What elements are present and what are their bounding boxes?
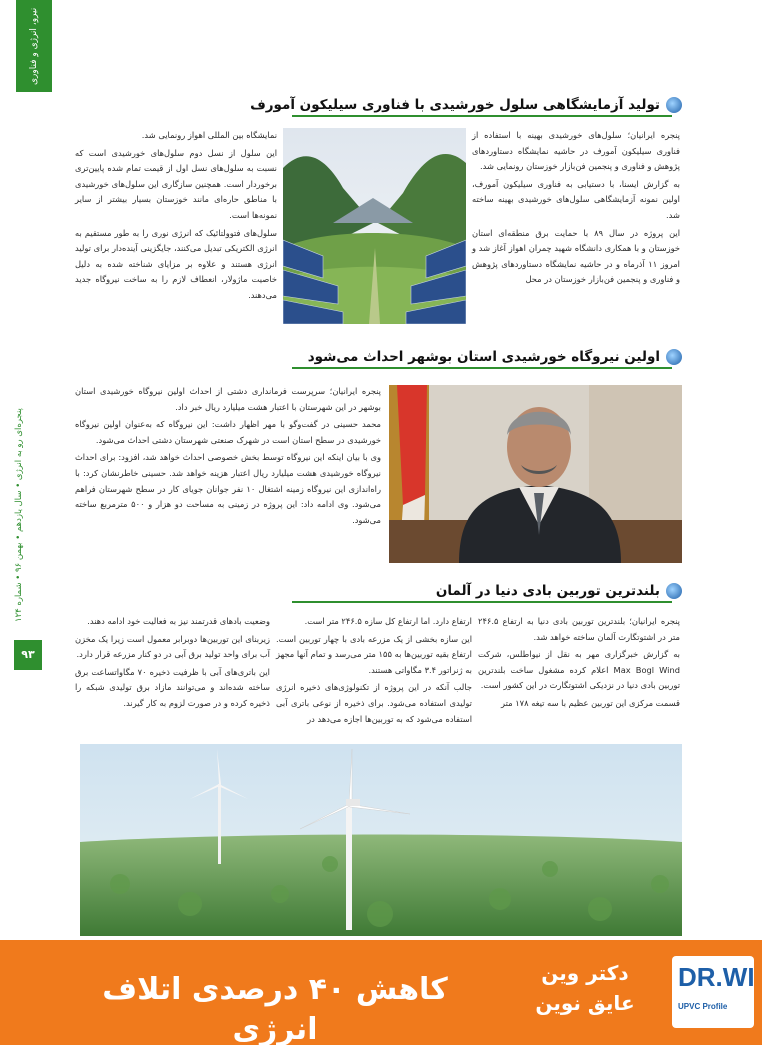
article1-left-column (75, 128, 277, 306)
banner-headline: کاهش ۴۰ درصدی اتلاف انرژی (102, 972, 448, 1047)
article1-heading (250, 95, 682, 117)
paragraph: وی با بیان اینکه این نیروگاه توسط بخش خصوصی احداث خواهد شد، افزود: برای احداث نیروگاه خورشیدی هشت میلیارد ریال اعتبار هزینه خواهد شد. حسینی خاطرنشان کرد: با راه‌اندازی این نیروگاه زمینه اشتغال ۱۰ نفر جوانان جویای کار در سطح شهرستان فراهم می‌شود. وی ادامه داد: این پروژه در زمینی به مساحت دو هزار و ۵۰۰ مترمربع ساخته می‌شود. (75, 452, 381, 525)
article3-middle-column (276, 614, 472, 729)
brand-logo (672, 956, 754, 1028)
paragraph: جالب آنکه در این پروژه از تکنولوژی‌های ذخیره انرژی تولیدی استفاده می‌شود. برای ذخیره از نوعی باتری آبی استفاده می‌شود که به توربین‌ها اجازه می‌دهد در (276, 682, 472, 724)
article2-title: اولین نیروگاه خورشیدی استان بوشهر احداث می‌شود (307, 349, 660, 365)
paragraph: به گزارش ایسنا، با دستیابی به فناوری سیلیکون آمورف، اولین نمونه آزمایشگاهی سلول‌های خورشیدی بهینه ساخته شد. (472, 178, 680, 220)
paragraph: پنجره ایرانیان؛ سلول‌های خورشیدی بهینه با استفاده از فناوری سیلیکون آمورف در حاشیه نمایشگاه دستاوردهای پژوهش و فناوری و پنجمین فن‌بازار خوزستان رونمایی شد. (472, 130, 680, 172)
article3-heading (292, 581, 682, 603)
bullet-icon (666, 583, 682, 599)
paragraph: پنجره ایرانیان؛ بلندترین توربین بادی دنیا به ارتفاع ۲۴۶.۵ متر در اشتوتگارت آلمان ساخته خواهد شد. (478, 616, 680, 642)
official-portrait-photo (389, 385, 682, 563)
article3-right-column (478, 614, 680, 714)
paragraph: این سازه بخشی از یک مزرعه بادی با چهار توربین است. ارتفاع بقیه توربین‌ها به ۱۵۵ متر می‌رسد و تمام آنها مجهز به ژنراتور ۳.۴ مگاواتی هستند. (276, 633, 472, 675)
solar-farm-photo (283, 128, 466, 324)
paragraph: این باتری‌های آبی با ظرفیت ذخیره ۷۰ مگاواتساعت برق ساخته شده‌اند و می‌توانند مازاد برق تولیدی شبکه را ذخیره کرده و در صورت لزوم به کار گیرند. (75, 666, 270, 708)
banner-brand-line2: عایق نوین (535, 991, 635, 1015)
paragraph: به گزارش خبرگزاری مهر به نقل از نیواطلس، شرکت Max Bogl Wind اعلام کرده مشغول ساخت بلندترین توربین بادی دنیا در نزدیکی اشتوتگارت در این کشور است. (478, 649, 681, 691)
heading-rule (292, 601, 672, 603)
paragraph: پنجره ایرانیان؛ سرپرست فرمانداری دشتی از احداث اولین نیروگاه خورشیدی استان بوشهر در این شهرستان با اعتبار هشت میلیارد ریال خبر داد. (75, 386, 381, 412)
paragraph: قسمت مرکزی این توربین عظیم با سه تیغه ۱۷۸ متر (501, 697, 680, 708)
banner-brand-line1: دکتر وین (541, 961, 629, 985)
bullet-icon (666, 97, 682, 113)
bullet-icon (666, 349, 682, 365)
wind-turbine-photo (80, 744, 682, 936)
paragraph: وضعیت بادهای قدرتمند نیز به فعالیت خود ادامه دهند. (87, 616, 270, 626)
banner-brand (520, 958, 650, 1018)
advertisement-banner[interactable] (0, 940, 762, 1045)
heading-rule (292, 367, 672, 369)
article1-right-column (472, 128, 680, 290)
section-tab (16, 0, 52, 92)
article3-title: بلندترین توربین بادی دنیا در آلمان (435, 583, 660, 599)
paragraph: این سلول از نسل دوم سلول‌های خورشیدی است که نسبت به سلول‌های نسل اول از قیمت تمام شده پایین‌تری برخوردار است. همچنین سازگاری این سلول‌های خورشیدی با مناطق حاره‌ای مانند خوزستان بسیار بیشتر از سایر نمونه‌ها است. (75, 147, 277, 220)
paragraph: نمایشگاه بین المللی اهواز رونمایی شد. (141, 130, 277, 140)
heading-rule (292, 115, 672, 117)
paragraph: ارتفاع دارد. اما ارتفاع کل سازه ۲۴۶.۵ متر است. (304, 616, 472, 626)
article2-heading (292, 347, 682, 369)
logo-text: DR.WI (678, 962, 755, 992)
paragraph: این پروژه در سال ۸۹ با حمایت برق منطقه‌ای استان خوزستان و با همکاری دانشگاه شهید چمران اهواز آغاز شد و امروز ۱۱ آذرماه و در حاشیه نمایشگاه دستاوردهای پژوهش و فناوری و پنجمین فن‌بازار خوزستان در محل (472, 227, 681, 285)
page-number: ۹۳ (14, 640, 42, 670)
article1-title: تولید آزمایشگاهی سلول خورشیدی با فناوری سیلیکون آمورف (250, 97, 660, 113)
paragraph: زیربنای این توربین‌ها دوبرابر معمول است زیرا یک مخزن آب برای واحد تولید برق آبی در دو کنار مزرعه قرار دارد. (75, 633, 270, 660)
paragraph: محمد حسینی در گفت‌وگو با مهر اظهار داشت: این نیروگاه که به‌عنوان اولین نیروگاه خورشیدی در سطح استان است در شهرک صنعتی شهرستان دشتی احداث می‌شود. (75, 419, 381, 445)
section-tab-label: نیرو، انرژی و فناوری (29, 7, 39, 85)
article2-body (75, 384, 381, 530)
logo-subtitle: UPVC Profile (678, 1002, 728, 1011)
issue-info: پنجره‌ای رو به انرژی • سال یازدهم • بهمن ۹۶ • شماره ۱۲۴ (14, 408, 24, 622)
article3-left-column (75, 614, 270, 714)
paragraph: سلول‌های فتوولتائیک که انرژی نوری را به طور مستقیم به انرژی الکتریکی تبدیل می‌کنند، جایگزینی آینده‌دار برای تولید انرژی هستند و علاوه بر مزایای شناخته شده به دلیل خاصیت ماژولار، انعطاف لازم را به ساخت نیروگاه جدید می‌دهند. (75, 227, 277, 300)
